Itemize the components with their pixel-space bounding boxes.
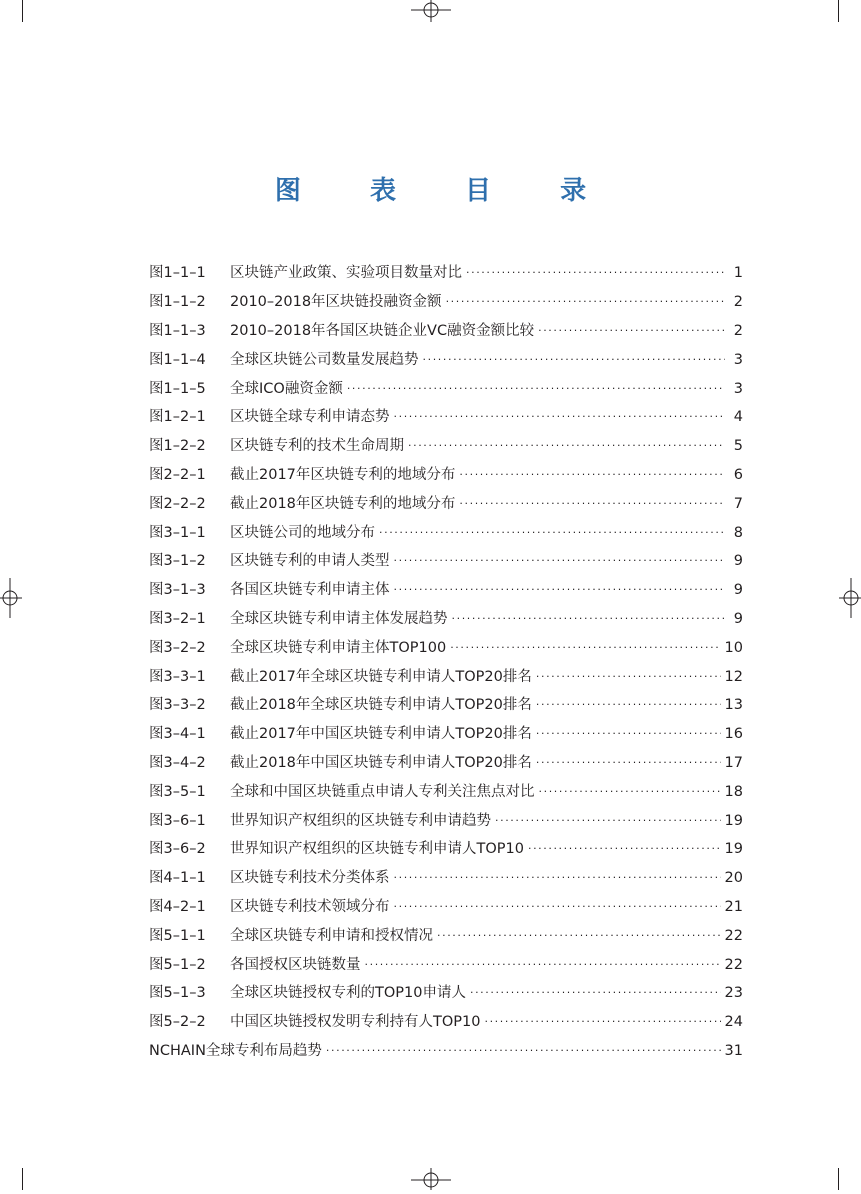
registration-mark-bottom-icon bbox=[411, 1168, 451, 1194]
registration-mark-left-icon bbox=[0, 578, 22, 618]
toc-entry[interactable] bbox=[149, 835, 743, 864]
toc-entry-page: 8 bbox=[733, 524, 743, 541]
toc-entry[interactable] bbox=[149, 317, 743, 346]
toc-leader-dots bbox=[326, 1041, 721, 1061]
toc-entry-label: 图2–2–2 bbox=[149, 495, 206, 512]
toc-entry-label: 图2–2–1 bbox=[149, 466, 206, 483]
toc-leader-dots bbox=[539, 782, 721, 802]
toc-entry-label: 图3–3–2 bbox=[149, 697, 206, 714]
toc-leader-dots bbox=[536, 667, 721, 687]
toc-entry-title: 2010–2018年区块链投融资金额 bbox=[230, 294, 442, 311]
toc-entry-label: 图1–1–5 bbox=[149, 380, 206, 397]
toc-entry-label: 图5–2–2 bbox=[149, 1014, 206, 1031]
toc-entry-label: 图1–1–1 bbox=[149, 265, 206, 282]
toc-entry-title: 区块链专利技术领域分布 bbox=[230, 898, 390, 915]
toc-leader-dots bbox=[394, 551, 726, 571]
toc-entry-page: 20 bbox=[724, 870, 743, 887]
registration-mark-top-icon bbox=[411, 0, 451, 26]
toc-entry-title: 区块链专利的申请人类型 bbox=[230, 553, 390, 570]
page-title: 图 表 目 录 bbox=[274, 176, 617, 206]
toc-entry-page: 4 bbox=[733, 409, 743, 426]
toc-entry-label: 图4–1–1 bbox=[149, 870, 206, 887]
toc-entry-label: 图1–1–2 bbox=[149, 294, 206, 311]
table-of-figures bbox=[149, 259, 743, 1065]
toc-entry-page: 19 bbox=[724, 812, 743, 829]
toc-entry-label: 图3–6–2 bbox=[149, 841, 206, 858]
toc-entry-title: 区块链公司的地域分布 bbox=[230, 524, 375, 541]
toc-entry-title: 全球区块链专利申请和授权情况 bbox=[230, 927, 433, 944]
toc-entry-page: 3 bbox=[733, 380, 743, 397]
toc-entry-title: 全球ICO融资金额 bbox=[230, 380, 343, 397]
toc-entry-label: 图3–1–2 bbox=[149, 553, 206, 570]
toc-entry-title: 区块链全球专利申请态势 bbox=[230, 409, 390, 426]
toc-entry-title: 各国授权区块链数量 bbox=[230, 956, 361, 973]
toc-leader-dots bbox=[365, 955, 721, 975]
toc-entry-page: 19 bbox=[724, 841, 743, 858]
toc-entry-label: 图1–1–3 bbox=[149, 322, 206, 339]
toc-entry-title: 世界知识产权组织的区块链专利申请趋势 bbox=[230, 812, 491, 829]
toc-leader-dots bbox=[536, 753, 721, 773]
toc-leader-dots bbox=[347, 379, 725, 399]
toc-entry-title: 全球区块链专利申请主体TOP100 bbox=[230, 639, 447, 656]
toc-entry-title: 全球和中国区块链重点申请人专利关注焦点对比 bbox=[230, 783, 535, 800]
toc-entry[interactable] bbox=[149, 489, 743, 518]
toc-entry-page: 9 bbox=[733, 553, 743, 570]
toc-entry[interactable] bbox=[149, 691, 743, 720]
crop-mark-top-left bbox=[22, 0, 23, 22]
toc-entry-label: 图5–1–3 bbox=[149, 985, 206, 1002]
toc-entry[interactable] bbox=[149, 403, 743, 432]
toc-leader-dots bbox=[536, 724, 721, 744]
toc-entry[interactable] bbox=[149, 950, 743, 979]
toc-entry-page: 23 bbox=[724, 985, 743, 1002]
toc-entry-page: 24 bbox=[724, 1014, 743, 1031]
toc-leader-dots bbox=[394, 868, 721, 888]
toc-entry[interactable] bbox=[149, 864, 743, 893]
toc-entry[interactable] bbox=[149, 374, 743, 403]
toc-entry-label: 图3–6–1 bbox=[149, 812, 206, 829]
toc-entry[interactable] bbox=[149, 547, 743, 576]
toc-entry-title: 区块链产业政策、实验项目数量对比 bbox=[230, 265, 462, 282]
toc-entry[interactable] bbox=[149, 1008, 743, 1037]
toc-entry-label: 图1–1–4 bbox=[149, 351, 206, 368]
toc-entry-title: 截止2017年区块链专利的地域分布 bbox=[230, 466, 456, 483]
toc-entry-page: 16 bbox=[724, 726, 743, 743]
toc-entry-title: 区块链专利技术分类体系 bbox=[230, 870, 390, 887]
toc-entry-page: 21 bbox=[724, 898, 743, 915]
toc-entry[interactable] bbox=[149, 633, 743, 662]
toc-entry-page: 22 bbox=[724, 956, 743, 973]
toc-entry-title: 世界知识产权组织的区块链专利申请人TOP10 bbox=[230, 841, 524, 858]
registration-mark-right-icon bbox=[839, 578, 861, 618]
crop-mark-bottom-right bbox=[838, 1168, 839, 1190]
toc-entry[interactable] bbox=[149, 979, 743, 1008]
toc-leader-dots bbox=[466, 263, 725, 283]
toc-entry-label: 图5–1–1 bbox=[149, 927, 206, 944]
toc-entry-label: 图5–1–2 bbox=[149, 956, 206, 973]
toc-entry-page: 3 bbox=[733, 351, 743, 368]
toc-entry[interactable] bbox=[149, 605, 743, 634]
toc-entry[interactable] bbox=[149, 777, 743, 806]
toc-entry[interactable] bbox=[149, 720, 743, 749]
toc-leader-dots bbox=[408, 436, 725, 456]
toc-entry-page: 17 bbox=[724, 754, 743, 771]
toc-entry-label: 图4–2–1 bbox=[149, 898, 206, 915]
toc-entry-label: 图3–2–2 bbox=[149, 639, 206, 656]
toc-entry-title: 截止2017年全球区块链专利申请人TOP20排名 bbox=[230, 668, 532, 685]
toc-leader-dots bbox=[452, 609, 726, 629]
toc-entry-title: 全球区块链授权专利的TOP10申请人 bbox=[230, 985, 466, 1002]
toc-leader-dots bbox=[423, 350, 726, 370]
toc-entry-label: 图3–1–3 bbox=[149, 582, 206, 599]
toc-entry-label: 图3–4–2 bbox=[149, 754, 206, 771]
toc-entry-label: 图3–4–1 bbox=[149, 726, 206, 743]
crop-mark-top-right bbox=[838, 0, 839, 22]
toc-entry[interactable] bbox=[149, 461, 743, 490]
toc-leader-dots bbox=[459, 494, 725, 514]
toc-entry-title: 截止2018年中国区块链专利申请人TOP20排名 bbox=[230, 754, 532, 771]
toc-leader-dots bbox=[394, 897, 721, 917]
toc-entry-page: 13 bbox=[724, 697, 743, 714]
toc-entry-page: 2 bbox=[733, 294, 743, 311]
toc-entry-page: 9 bbox=[733, 582, 743, 599]
toc-entry-page: 12 bbox=[724, 668, 743, 685]
toc-leader-dots bbox=[495, 811, 721, 831]
toc-leader-dots bbox=[459, 465, 725, 485]
toc-entry-title: 截止2017年中国区块链专利申请人TOP20排名 bbox=[230, 726, 532, 743]
toc-entry[interactable] bbox=[149, 518, 743, 547]
toc-entry-title: 中国区块链授权发明专利持有人TOP10 bbox=[230, 1014, 481, 1031]
toc-entry-title: 全球区块链专利申请主体发展趋势 bbox=[230, 610, 448, 627]
toc-entry-page: 31 bbox=[724, 1042, 743, 1059]
toc-entry-label: 图3–5–1 bbox=[149, 783, 206, 800]
toc-entry[interactable] bbox=[149, 1037, 743, 1066]
toc-entry-page: 22 bbox=[724, 927, 743, 944]
toc-entry[interactable] bbox=[149, 345, 743, 374]
toc-entry-title: 各国区块链专利申请主体 bbox=[230, 582, 390, 599]
toc-leader-dots bbox=[437, 926, 721, 946]
toc-entry[interactable] bbox=[149, 432, 743, 461]
toc-entry-label: 图3–2–1 bbox=[149, 610, 206, 627]
toc-entry[interactable] bbox=[149, 576, 743, 605]
toc-entry-page: 6 bbox=[733, 466, 743, 483]
toc-entry[interactable] bbox=[149, 749, 743, 778]
toc-entry-label: 图1–2–1 bbox=[149, 409, 206, 426]
toc-entry-page: 1 bbox=[733, 265, 743, 282]
toc-entry[interactable] bbox=[149, 893, 743, 922]
toc-entry-title: NCHAIN全球专利布局趋势 bbox=[149, 1042, 322, 1059]
toc-entry-page: 5 bbox=[733, 438, 743, 455]
crop-mark-bottom-left bbox=[22, 1168, 23, 1190]
toc-entry-title: 截止2018年区块链专利的地域分布 bbox=[230, 495, 456, 512]
toc-entry-page: 9 bbox=[733, 610, 743, 627]
toc-leader-dots bbox=[394, 407, 726, 427]
toc-entry-page: 2 bbox=[733, 322, 743, 339]
toc-entry[interactable] bbox=[149, 921, 743, 950]
toc-entry[interactable] bbox=[149, 288, 743, 317]
toc-entry[interactable] bbox=[149, 662, 743, 691]
toc-entry-page: 7 bbox=[733, 495, 743, 512]
toc-leader-dots bbox=[538, 321, 725, 341]
toc-leader-dots bbox=[528, 839, 721, 859]
toc-entry[interactable] bbox=[149, 806, 743, 835]
toc-leader-dots bbox=[450, 638, 720, 658]
toc-leader-dots bbox=[446, 292, 725, 312]
toc-leader-dots bbox=[484, 1012, 720, 1032]
toc-entry-title: 2010–2018年各国区块链企业VC融资金额比较 bbox=[230, 322, 535, 339]
toc-entry-title: 截止2018年全球区块链专利申请人TOP20排名 bbox=[230, 697, 532, 714]
toc-entry-title: 全球区块链公司数量发展趋势 bbox=[230, 351, 419, 368]
toc-leader-dots bbox=[536, 695, 721, 715]
toc-entry-label: 图1–2–2 bbox=[149, 438, 206, 455]
toc-leader-dots bbox=[379, 523, 725, 543]
toc-leader-dots bbox=[470, 983, 721, 1003]
toc-leader-dots bbox=[394, 580, 726, 600]
toc-entry[interactable] bbox=[149, 259, 743, 288]
toc-entry-label: 图3–3–1 bbox=[149, 668, 206, 685]
toc-entry-page: 18 bbox=[724, 783, 743, 800]
toc-entry-label: 图3–1–1 bbox=[149, 524, 206, 541]
toc-entry-page: 10 bbox=[724, 639, 743, 656]
toc-entry-title: 区块链专利的技术生命周期 bbox=[230, 438, 404, 455]
